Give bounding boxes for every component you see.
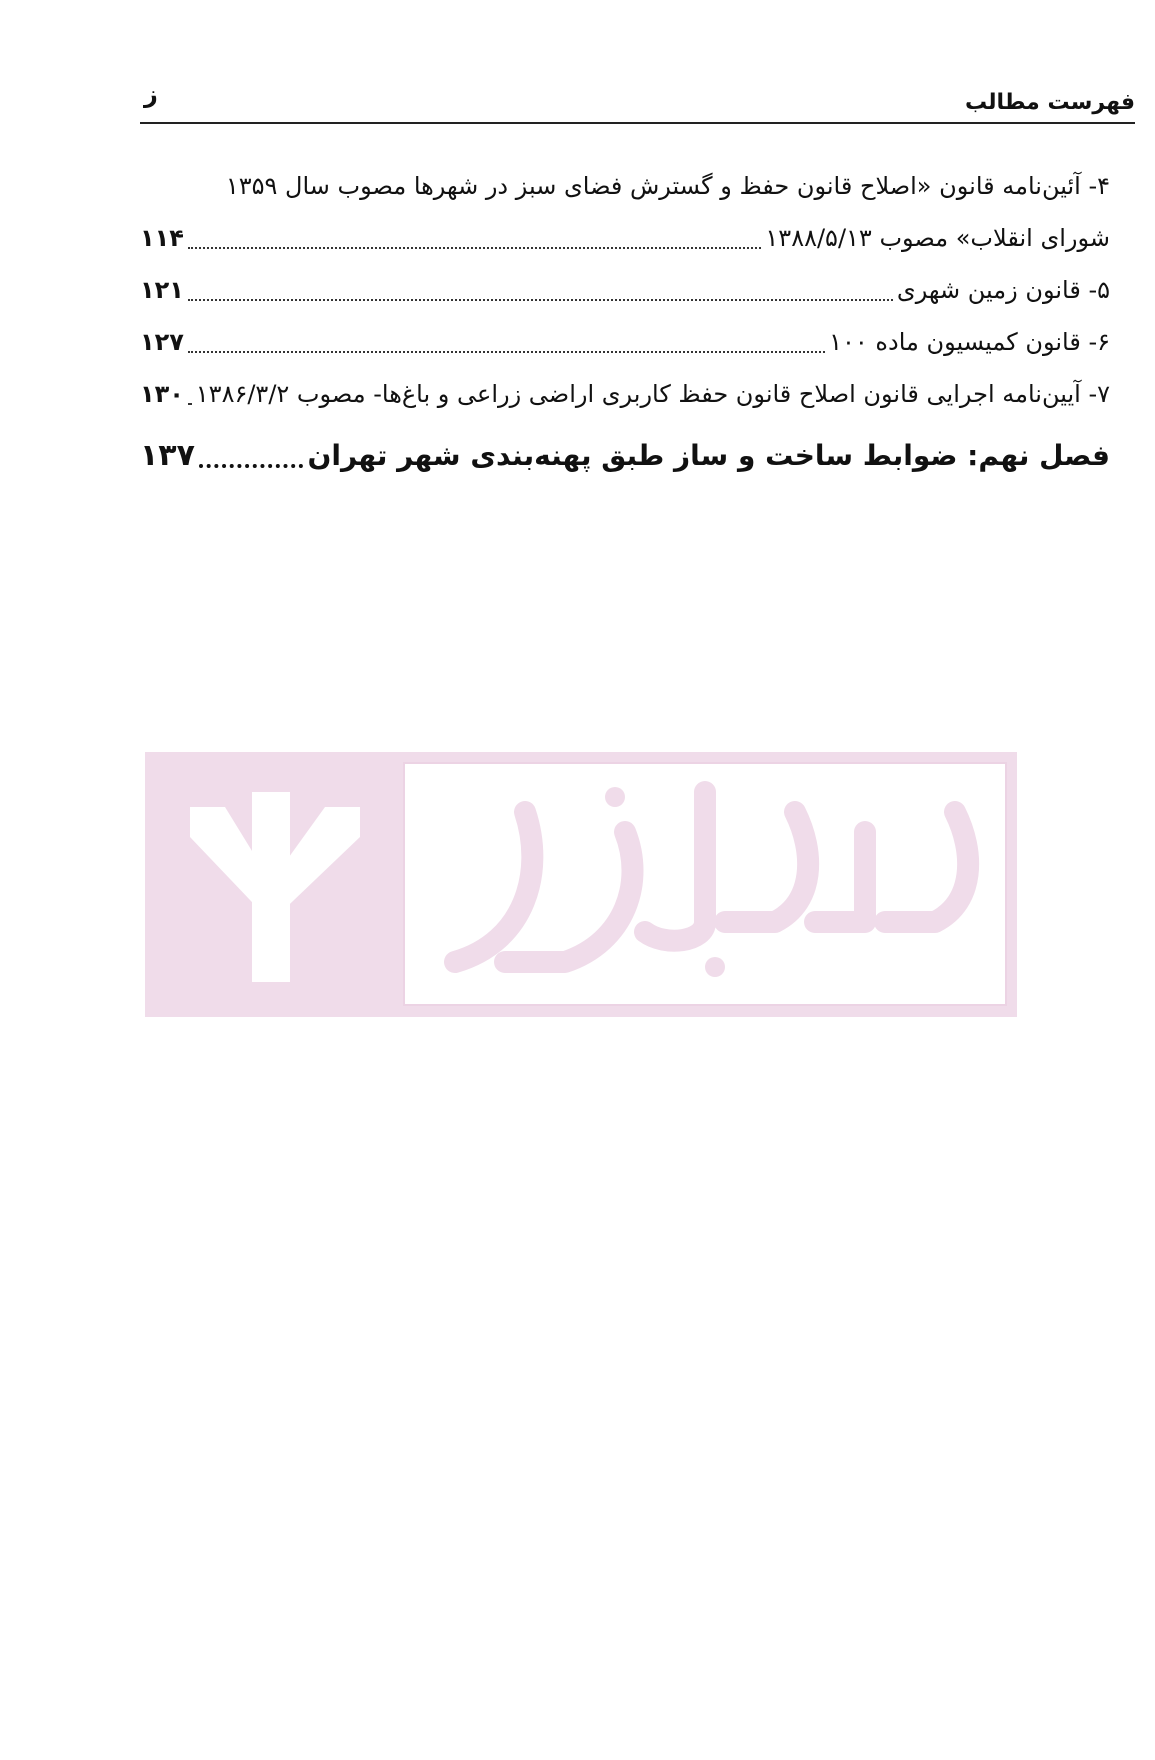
toc-item-4-title-part-1: ۴- آئین‌نامه قانون «اصلاح قانون حفظ و گسترش فضای سبز در شهرها مصوب سال ۱۳۵۹ xyxy=(225,172,1110,200)
dot-leader xyxy=(199,464,304,468)
toc-item-7-page: ۱۳۰ xyxy=(140,380,184,408)
dot-leader xyxy=(188,299,893,301)
toc-chapter-9-page: ۱۳۷ xyxy=(140,438,195,473)
toc-item-5 xyxy=(140,264,1110,316)
watermark-text-box xyxy=(403,762,1007,1006)
page-number: ز xyxy=(144,80,158,108)
toc-item-6-title: ۶- قانون کمیسیون ماده ۱۰۰ xyxy=(829,328,1110,356)
toc-item-4-page: ۱۱۴ xyxy=(140,224,184,252)
dot-leader xyxy=(188,351,825,353)
watermark-logo xyxy=(145,752,1017,1017)
table-of-contents xyxy=(140,160,1110,482)
toc-item-5-title: ۵- قانون زمین شهری xyxy=(896,276,1110,304)
tree-icon xyxy=(190,792,360,982)
toc-item-4-line-2 xyxy=(140,212,1110,264)
toc-item-7 xyxy=(140,368,1110,420)
toc-chapter-9 xyxy=(140,430,1110,482)
toc-item-7-title: ۷- آیین‌نامه اجرایی قانون اصلاح قانون حفظ کاربری اراضی زراعی و باغ‌ها- مصوب ۱۳۸۶/۳/۲ xyxy=(195,380,1110,408)
watermark-wordmark xyxy=(415,772,995,992)
toc-item-6-page: ۱۲۷ xyxy=(140,328,184,356)
running-header-title: فهرست مطالب xyxy=(964,90,1135,115)
toc-item-5-page: ۱۲۱ xyxy=(140,276,184,304)
page-header xyxy=(140,82,1135,124)
toc-item-4-title-part-2: شورای انقلاب» مصوب ۱۳۸۸/۵/۱۳ xyxy=(765,224,1110,252)
toc-item-4-line-1 xyxy=(140,160,1110,212)
dot-leader xyxy=(188,247,761,249)
dot-leader xyxy=(188,403,192,405)
toc-chapter-9-title: فصل نهم: ضوابط ساخت و ساز طبق پهنه‌بندی شهر تهران xyxy=(307,439,1110,472)
toc-item-6 xyxy=(140,316,1110,368)
